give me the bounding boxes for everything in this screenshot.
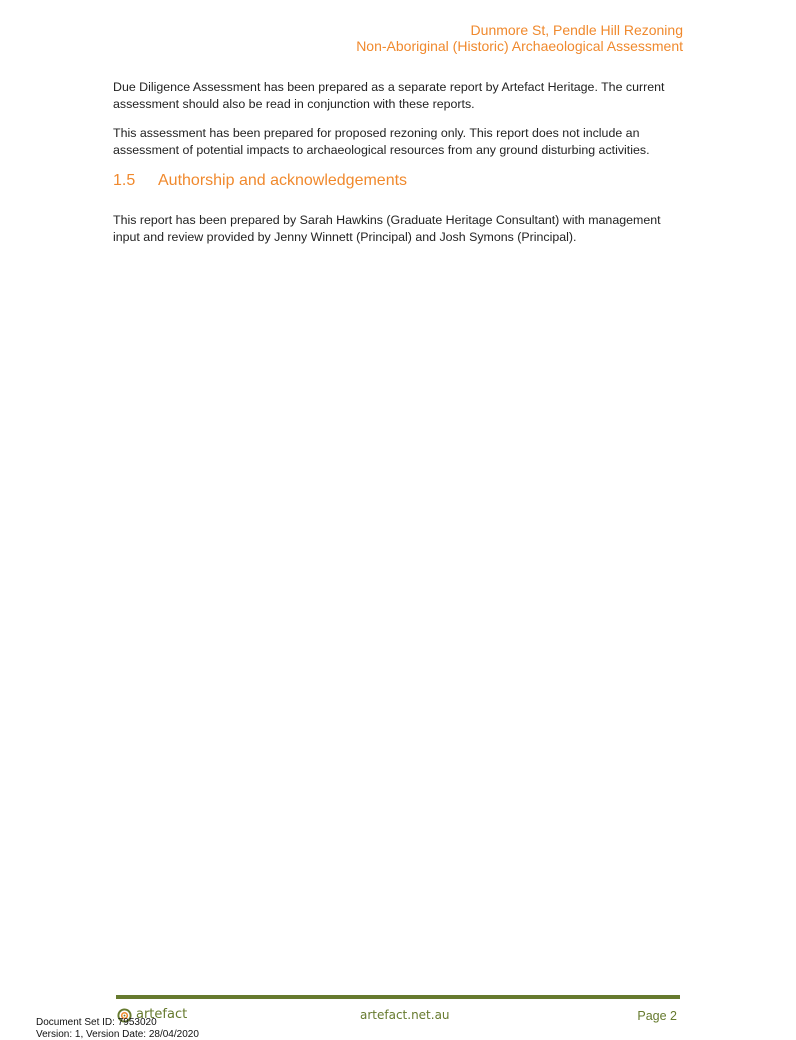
body-paragraph-3: This report has been prepared by Sarah Hawkins (Graduate Heritage Consultant) with management input and review provided by Jenny Winnett (Principal) and Josh Symons (Principal). bbox=[113, 212, 685, 245]
section-number: 1.5 bbox=[113, 172, 158, 190]
footer-divider bbox=[116, 995, 680, 999]
document-version: Version: 1, Version Date: 28/04/2020 bbox=[36, 1029, 199, 1040]
footer-website: artefact.net.au bbox=[360, 1007, 450, 1023]
document-set-id: Document Set ID: 7953020 bbox=[36, 1017, 199, 1029]
section-title: Authorship and acknowledgements bbox=[158, 172, 407, 189]
running-header bbox=[356, 22, 683, 54]
body-paragraph-2: This assessment has been prepared for proposed rezoning only. This report does not include an assessment of potential impacts to archaeological resources from any ground disturbing activities. bbox=[113, 125, 685, 158]
section-heading bbox=[113, 172, 407, 190]
header-project-title: Dunmore St, Pendle Hill Rezoning bbox=[356, 22, 683, 38]
logo-wordmark: artefact bbox=[136, 1007, 187, 1023]
body-paragraph-1: Due Diligence Assessment has been prepared as a separate report by Artefact Heritage. The current assessment should also be read in conjunction with these reports. bbox=[113, 79, 685, 112]
page-number: Page 2 bbox=[637, 1008, 677, 1024]
document-stamp bbox=[36, 1017, 199, 1040]
header-report-title: Non-Aboriginal (Historic) Archaeological Assessment bbox=[356, 38, 683, 54]
